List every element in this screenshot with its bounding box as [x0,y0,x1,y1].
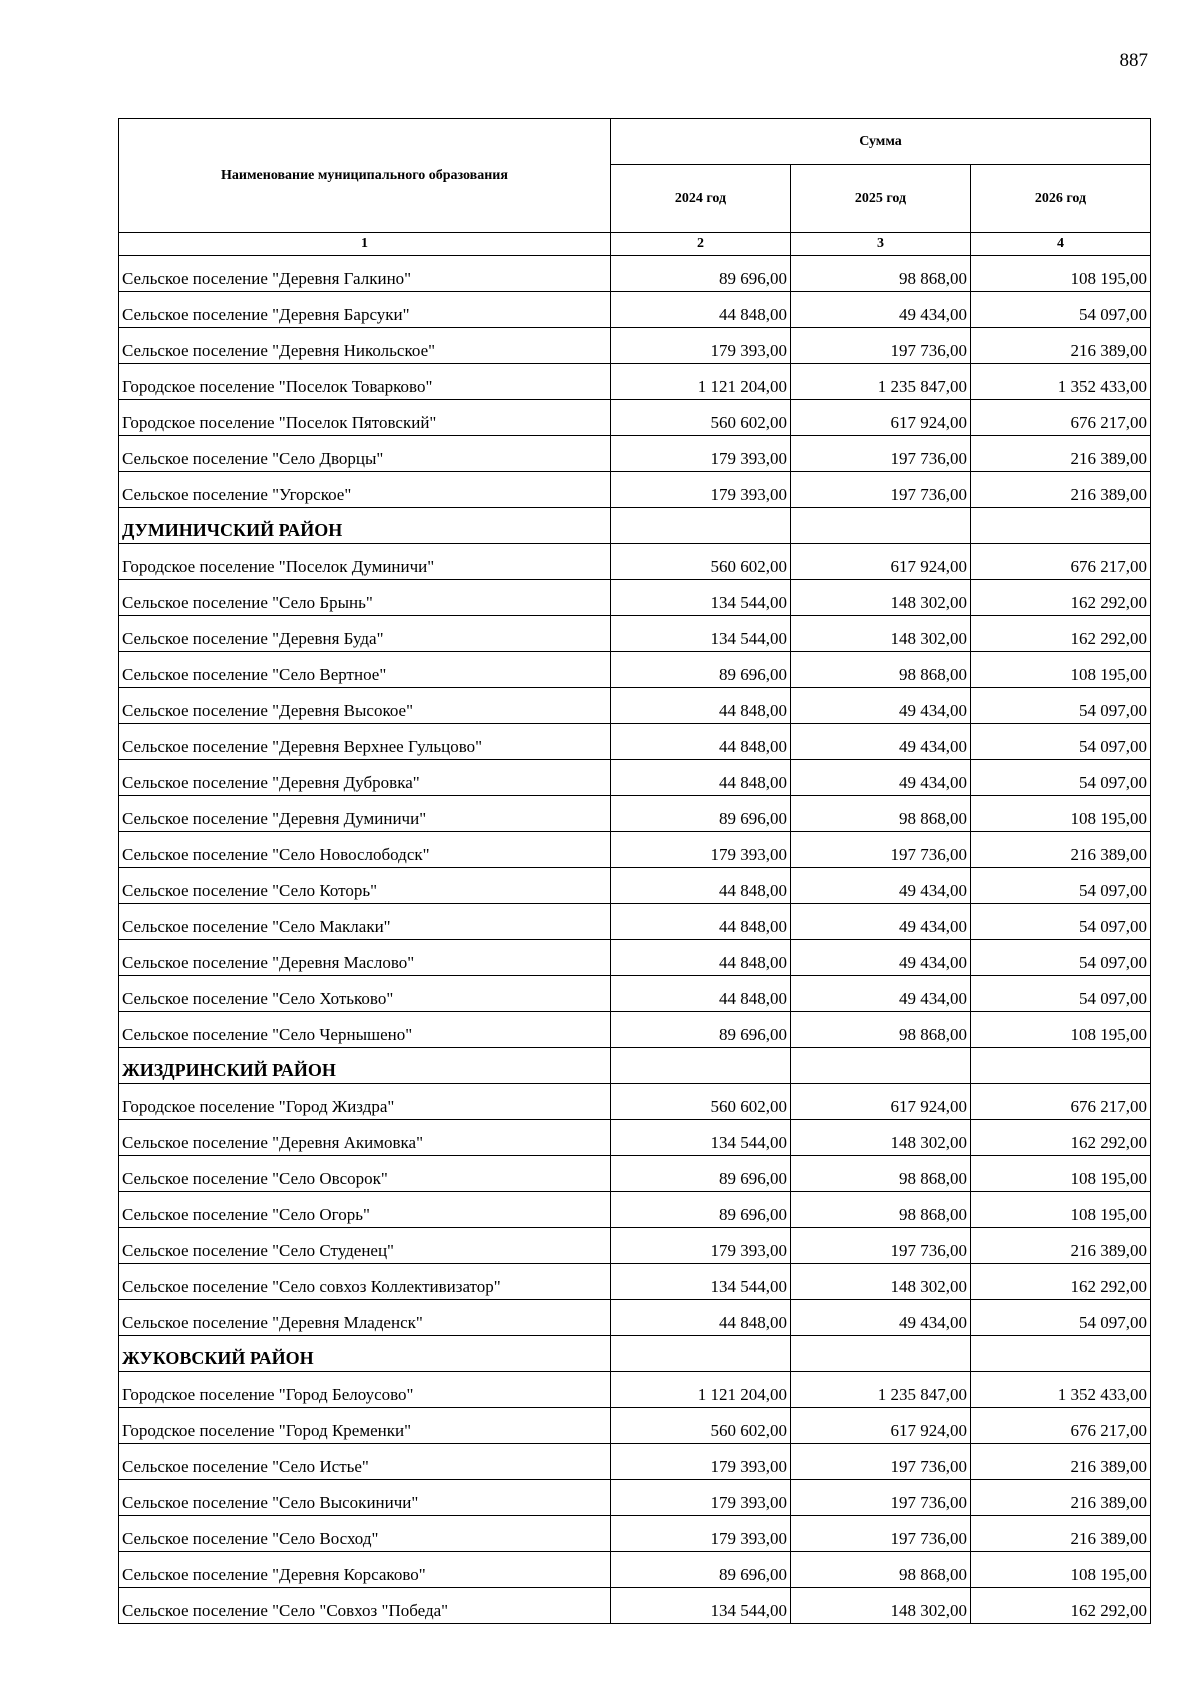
municipality-name: Сельское поселение "Угорское" [119,472,611,508]
table-row [119,832,1151,868]
amount-2025: 197 736,00 [791,472,971,508]
table-row [119,1264,1151,1300]
municipality-name: Сельское поселение "Деревня Дубровка" [119,760,611,796]
municipality-name: Сельское поселение "Село Хотьково" [119,976,611,1012]
amount-2026: 162 292,00 [971,616,1151,652]
table-row [119,688,1151,724]
amount-2026: 676 217,00 [971,544,1151,580]
amount-2026: 1 352 433,00 [971,1372,1151,1408]
amount-2024: 44 848,00 [611,940,791,976]
municipality-name: Сельское поселение "Деревня Маслово" [119,940,611,976]
amount-2026: 54 097,00 [971,976,1151,1012]
amount-2026: 162 292,00 [971,1120,1151,1156]
amount-2026: 108 195,00 [971,1156,1151,1192]
amount-2024: 1 121 204,00 [611,1372,791,1408]
amount-2026: 216 389,00 [971,328,1151,364]
empty-cell [791,508,971,544]
district-header-row [119,1048,1151,1084]
amount-2024: 179 393,00 [611,832,791,868]
amount-2026: 54 097,00 [971,868,1151,904]
amount-2024: 179 393,00 [611,328,791,364]
amount-2026: 216 389,00 [971,1444,1151,1480]
amount-2025: 197 736,00 [791,1480,971,1516]
amount-2025: 148 302,00 [791,580,971,616]
table-body [119,256,1151,1624]
municipality-name: Сельское поселение "Деревня Верхнее Гульцово" [119,724,611,760]
amount-2024: 179 393,00 [611,1516,791,1552]
amount-2026: 162 292,00 [971,1588,1151,1624]
amount-2024: 44 848,00 [611,292,791,328]
amount-2024: 560 602,00 [611,400,791,436]
table-row [119,1552,1151,1588]
amount-2024: 89 696,00 [611,1552,791,1588]
amount-2025: 197 736,00 [791,328,971,364]
amount-2025: 148 302,00 [791,616,971,652]
municipality-name: Городское поселение "Поселок Пятовский" [119,400,611,436]
amount-2024: 134 544,00 [611,580,791,616]
table-row [119,1012,1151,1048]
amount-2025: 1 235 847,00 [791,1372,971,1408]
district-header-row [119,508,1151,544]
table-row [119,940,1151,976]
amount-2024: 134 544,00 [611,1264,791,1300]
amount-2024: 560 602,00 [611,544,791,580]
amount-2025: 148 302,00 [791,1120,971,1156]
amount-2025: 98 868,00 [791,1552,971,1588]
table-row [119,1444,1151,1480]
amount-2024: 89 696,00 [611,256,791,292]
table-row [119,1408,1151,1444]
municipality-name: Сельское поселение "Деревня Никольское" [119,328,611,364]
amount-2024: 134 544,00 [611,616,791,652]
empty-cell [791,1336,971,1372]
amount-2024: 44 848,00 [611,868,791,904]
amount-2025: 98 868,00 [791,1192,971,1228]
amount-2025: 617 924,00 [791,1408,971,1444]
amount-2024: 89 696,00 [611,1012,791,1048]
header-col-number: 3 [791,233,971,256]
header-col-number: 2 [611,233,791,256]
amount-2025: 49 434,00 [791,292,971,328]
budget-table [118,118,1151,1624]
table-row [119,256,1151,292]
amount-2025: 1 235 847,00 [791,364,971,400]
amount-2026: 216 389,00 [971,832,1151,868]
table-row [119,904,1151,940]
amount-2026: 108 195,00 [971,1192,1151,1228]
table-row [119,1084,1151,1120]
amount-2024: 1 121 204,00 [611,364,791,400]
municipality-name: Сельское поселение "Село Брынь" [119,580,611,616]
municipality-name: Городское поселение "Поселок Товарково" [119,364,611,400]
amount-2025: 49 434,00 [791,976,971,1012]
amount-2026: 54 097,00 [971,940,1151,976]
amount-2025: 49 434,00 [791,724,971,760]
table-row [119,328,1151,364]
table-row [119,1192,1151,1228]
page-number: 887 [1119,50,1148,71]
amount-2026: 54 097,00 [971,724,1151,760]
amount-2024: 44 848,00 [611,760,791,796]
table-row [119,1228,1151,1264]
district-header-row [119,1336,1151,1372]
municipality-name: Городское поселение "Город Кременки" [119,1408,611,1444]
amount-2024: 89 696,00 [611,1156,791,1192]
amount-2024: 44 848,00 [611,1300,791,1336]
amount-2024: 179 393,00 [611,472,791,508]
empty-cell [611,1336,791,1372]
table-row [119,1156,1151,1192]
amount-2026: 54 097,00 [971,1300,1151,1336]
amount-2025: 197 736,00 [791,1228,971,1264]
amount-2026: 216 389,00 [971,1228,1151,1264]
table-row [119,292,1151,328]
empty-cell [971,1336,1151,1372]
amount-2024: 89 696,00 [611,796,791,832]
amount-2025: 49 434,00 [791,940,971,976]
municipality-name: Сельское поселение "Село Студенец" [119,1228,611,1264]
amount-2025: 148 302,00 [791,1588,971,1624]
empty-cell [611,1048,791,1084]
amount-2025: 49 434,00 [791,1300,971,1336]
amount-2025: 98 868,00 [791,1012,971,1048]
municipality-name: Сельское поселение "Село Новослободск" [119,832,611,868]
empty-cell [971,508,1151,544]
table-row [119,400,1151,436]
amount-2026: 162 292,00 [971,580,1151,616]
table-row [119,1120,1151,1156]
amount-2025: 49 434,00 [791,868,971,904]
amount-2026: 1 352 433,00 [971,364,1151,400]
municipality-name: Городское поселение "Поселок Думиничи" [119,544,611,580]
amount-2025: 49 434,00 [791,688,971,724]
municipality-name: Сельское поселение "Деревня Акимовка" [119,1120,611,1156]
table-row [119,976,1151,1012]
municipality-name: Сельское поселение "Село "Совхоз "Победа" [119,1588,611,1624]
empty-cell [611,508,791,544]
municipality-name: Сельское поселение "Село Огорь" [119,1192,611,1228]
municipality-name: Сельское поселение "Село Вертное" [119,652,611,688]
municipality-name: Городское поселение "Город Белоусово" [119,1372,611,1408]
district-name: ДУМИНИЧСКИЙ РАЙОН [119,508,611,544]
amount-2024: 44 848,00 [611,904,791,940]
amount-2024: 44 848,00 [611,976,791,1012]
amount-2024: 560 602,00 [611,1084,791,1120]
municipality-name: Сельское поселение "Село Которь" [119,868,611,904]
table-row [119,616,1151,652]
table-row [119,796,1151,832]
amount-2026: 54 097,00 [971,760,1151,796]
municipality-name: Сельское поселение "Село совхоз Коллективизатор" [119,1264,611,1300]
amount-2025: 98 868,00 [791,1156,971,1192]
amount-2024: 179 393,00 [611,436,791,472]
amount-2025: 197 736,00 [791,1516,971,1552]
amount-2025: 49 434,00 [791,760,971,796]
amount-2024: 89 696,00 [611,1192,791,1228]
municipality-name: Сельское поселение "Село Истье" [119,1444,611,1480]
table-row [119,724,1151,760]
municipality-name: Сельское поселение "Село Чернышено" [119,1012,611,1048]
amount-2026: 216 389,00 [971,472,1151,508]
amount-2024: 179 393,00 [611,1228,791,1264]
amount-2026: 108 195,00 [971,1552,1151,1588]
table-row [119,868,1151,904]
amount-2024: 134 544,00 [611,1120,791,1156]
municipality-name: Сельское поселение "Село Высокиничи" [119,1480,611,1516]
amount-2025: 98 868,00 [791,652,971,688]
amount-2026: 216 389,00 [971,436,1151,472]
table-row [119,472,1151,508]
amount-2025: 617 924,00 [791,1084,971,1120]
header-year-2025: 2025 год [791,165,971,233]
empty-cell [971,1048,1151,1084]
municipality-name: Сельское поселение "Село Дворцы" [119,436,611,472]
header-sum: Сумма [611,119,1151,165]
amount-2024: 179 393,00 [611,1480,791,1516]
municipality-name: Сельское поселение "Деревня Барсуки" [119,292,611,328]
table-row [119,436,1151,472]
municipality-name: Сельское поселение "Деревня Галкино" [119,256,611,292]
header-municipality-name: Наименование муниципального образования [119,119,611,233]
amount-2025: 148 302,00 [791,1264,971,1300]
municipality-name: Сельское поселение "Деревня Буда" [119,616,611,652]
table-row [119,1588,1151,1624]
table-row [119,652,1151,688]
header-col-number: 1 [119,233,611,256]
amount-2026: 54 097,00 [971,292,1151,328]
district-name: ЖИЗДРИНСКИЙ РАЙОН [119,1048,611,1084]
municipality-name: Сельское поселение "Деревня Думиничи" [119,796,611,832]
amount-2026: 676 217,00 [971,1084,1151,1120]
district-name: ЖУКОВСКИЙ РАЙОН [119,1336,611,1372]
municipality-name: Сельское поселение "Село Овсорок" [119,1156,611,1192]
amount-2025: 98 868,00 [791,256,971,292]
amount-2024: 44 848,00 [611,688,791,724]
amount-2025: 617 924,00 [791,400,971,436]
table-row [119,1300,1151,1336]
amount-2026: 676 217,00 [971,1408,1151,1444]
amount-2026: 108 195,00 [971,652,1151,688]
municipality-name: Сельское поселение "Деревня Корсаково" [119,1552,611,1588]
amount-2024: 44 848,00 [611,724,791,760]
header-year-2026: 2026 год [971,165,1151,233]
table-row [119,580,1151,616]
amount-2024: 179 393,00 [611,1444,791,1480]
table-row [119,1480,1151,1516]
amount-2025: 98 868,00 [791,796,971,832]
amount-2024: 89 696,00 [611,652,791,688]
amount-2026: 108 195,00 [971,1012,1151,1048]
amount-2025: 49 434,00 [791,904,971,940]
table-row [119,1516,1151,1552]
municipality-name: Городское поселение "Город Жиздра" [119,1084,611,1120]
table-row [119,1372,1151,1408]
amount-2024: 560 602,00 [611,1408,791,1444]
municipality-name: Сельское поселение "Село Восход" [119,1516,611,1552]
amount-2026: 54 097,00 [971,688,1151,724]
amount-2025: 197 736,00 [791,1444,971,1480]
amount-2026: 676 217,00 [971,400,1151,436]
table-row [119,760,1151,796]
amount-2026: 108 195,00 [971,796,1151,832]
amount-2025: 197 736,00 [791,436,971,472]
amount-2026: 108 195,00 [971,256,1151,292]
amount-2024: 134 544,00 [611,1588,791,1624]
amount-2025: 197 736,00 [791,832,971,868]
table-row [119,364,1151,400]
amount-2026: 216 389,00 [971,1516,1151,1552]
amount-2026: 54 097,00 [971,904,1151,940]
amount-2025: 617 924,00 [791,544,971,580]
amount-2026: 216 389,00 [971,1480,1151,1516]
municipality-name: Сельское поселение "Село Маклаки" [119,904,611,940]
municipality-name: Сельское поселение "Деревня Младенск" [119,1300,611,1336]
table-header [119,119,1151,256]
amount-2026: 162 292,00 [971,1264,1151,1300]
header-col-number: 4 [971,233,1151,256]
table-row [119,544,1151,580]
municipality-name: Сельское поселение "Деревня Высокое" [119,688,611,724]
header-year-2024: 2024 год [611,165,791,233]
empty-cell [791,1048,971,1084]
